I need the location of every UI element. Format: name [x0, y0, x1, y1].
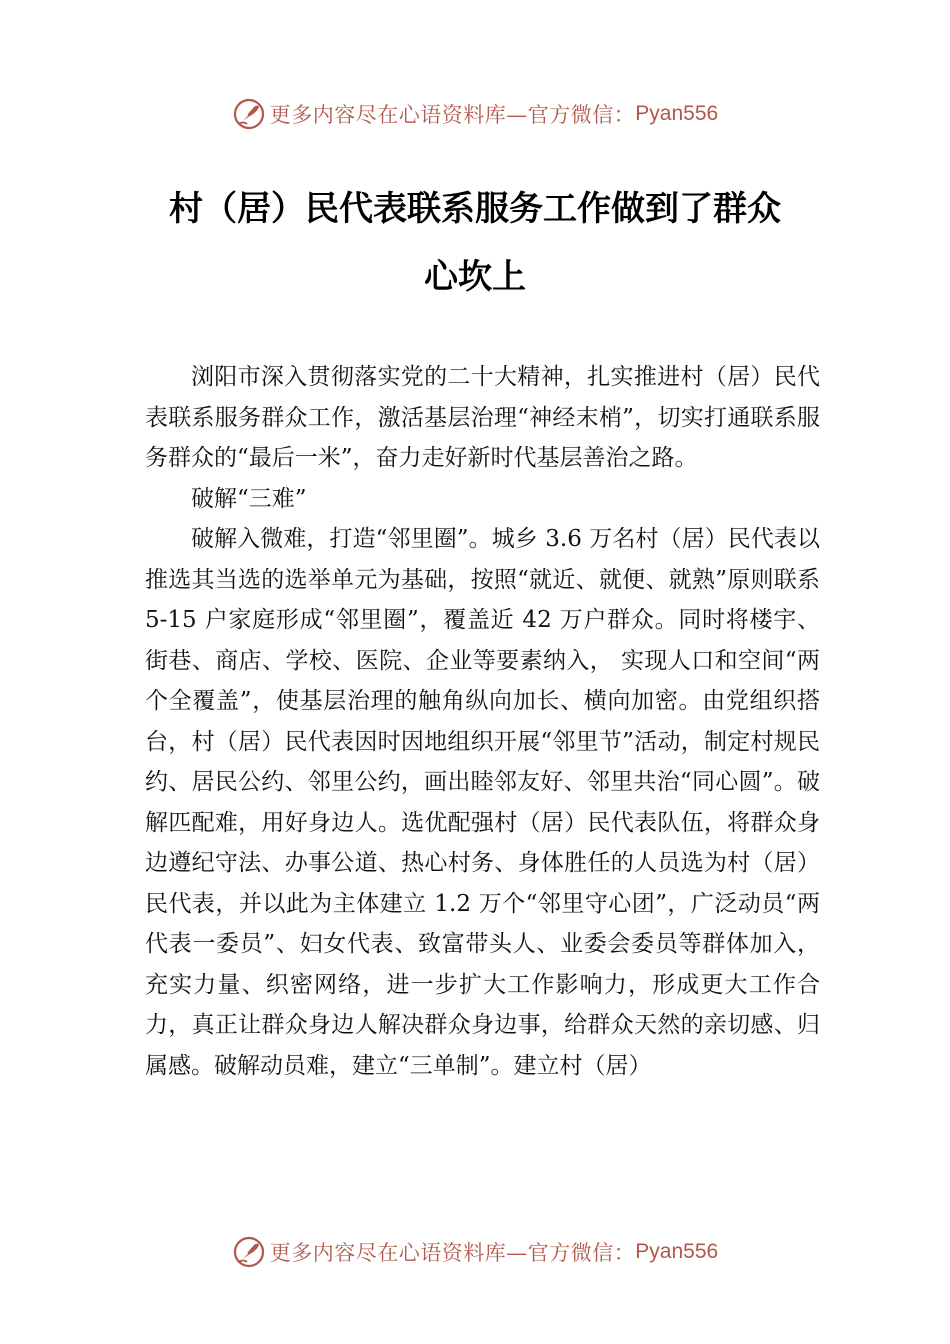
paragraph-intro: 浏阳市深入贯彻落实党的二十大精神，扎实推进村（居）民代表联系服务群众工作，激活基层治理“神经末梢”，切实打通联系服务群众的“最后一米”，奋力走好新时代基层善治之路。 — [145, 364, 820, 471]
promo-text: 更多内容尽在心语资料库—官方微信： — [269, 1241, 636, 1265]
wechat-handle: Pyan556 — [635, 1240, 719, 1263]
article-title-line2: 心坎上 — [424, 257, 526, 297]
article-body — [145, 357, 820, 1086]
quill-logo-icon — [232, 1235, 266, 1269]
footer-banner — [0, 1232, 950, 1272]
paragraph-main: 破解入微难，打造“邻里圈”。城乡 3.6 万名村（居）民代表以推选其当选的选举单元为基础，按照“就近、就便、就熟”原则联系 5-15 户家庭形成“邻里圈”，覆盖近 42 万户群众。同时将楼宇、街巷、商店、学校、医院、企业等要素纳入， 实现人口和空间“两个全覆盖”，使基层治理的触角纵向加长、横向加密。由党组织搭台，村（居）民代表因时因地组织开展“邻里节”活动，制定村规民约、居民公约、邻里公约，画出睦邻友好、邻里共治“同心圆”。破解匹配难，用好身边人。选优配强村（居）民代表队伍，将群众身边遵纪守法、办事公道、热心村务、身体胜任的人员选为村（居）民代表，并以此为主体建立 1.2 万个“邻里守心团”，广泛动员“两代表一委员”、妇女代表、致富带头人、业委会委员等群体加入，充实力量、织密网络，进一步扩大工作影响力，形成更大工作合力，真正让群众身边人解决群众身边事，给群众天然的亲切感、归属感。破解动员难，建立“三单制”。建立村（居） — [145, 526, 820, 1079]
article-title-line1: 村（居）民代表联系服务工作做到了群众 — [169, 189, 781, 229]
promo-text: 更多内容尽在心语资料库—官方微信： — [269, 103, 636, 127]
quill-logo-icon — [232, 97, 266, 131]
header-banner — [0, 94, 950, 134]
section-heading: 破解“三难” — [191, 485, 307, 512]
wechat-handle: Pyan556 — [635, 102, 719, 125]
